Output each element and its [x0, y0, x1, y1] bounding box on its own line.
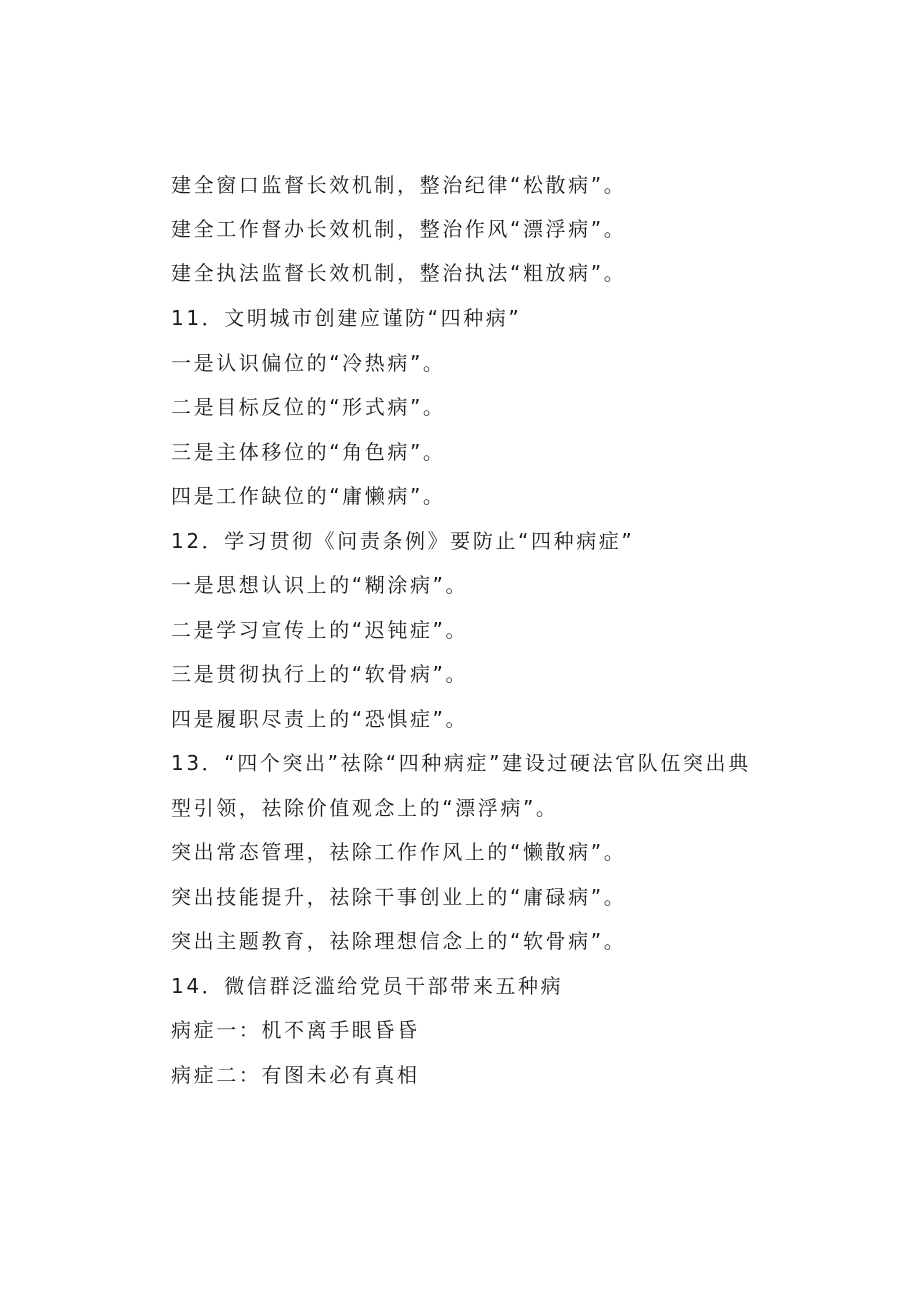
text-line: 二是目标反位的“形式病”。: [171, 395, 446, 419]
text-line: 一是认识偏位的“冷热病”。: [171, 351, 446, 375]
text-line: 突出主题教育，祛除理想信念上的“软骨病”。: [171, 929, 627, 953]
text-line: 三是贯彻执行上的“软骨病”。: [171, 662, 469, 686]
section-heading-12: 12．学习贯彻《问责条例》要防止“四种病症”: [171, 529, 635, 553]
text-line: 突出技能提升，祛除干事创业上的“庸碌病”。: [171, 885, 627, 909]
section-heading-13: 13．“四个突出”祛除“四种病症”建设过硬法官队伍突出典: [171, 751, 751, 775]
text-line: 四是工作缺位的“庸懒病”。: [171, 484, 446, 508]
section-heading-11: 11．文明城市创建应谨防“四种病”: [171, 306, 522, 330]
text-line: 建全工作督办长效机制，整治作风“漂浮病”。: [171, 217, 627, 241]
text-line: 一是思想认识上的“糊涂病”。: [171, 573, 469, 597]
text-line: 型引领，祛除价值观念上的“漂浮病”。: [171, 796, 559, 820]
text-line: 二是学习宣传上的“迟钝症”。: [171, 618, 469, 642]
text-line: 病症二：有图未必有真相: [171, 1063, 420, 1087]
text-line: 建全窗口监督长效机制，整治纪律“松散病”。: [171, 173, 627, 197]
text-line: 三是主体移位的“角色病”。: [171, 440, 446, 464]
text-line: 四是履职尽责上的“恐惧症”。: [171, 707, 469, 731]
text-line: 突出常态管理，祛除工作作风上的“懒散病”。: [171, 840, 627, 864]
section-heading-14: 14．微信群泛滥给党员干部带来五种病: [171, 974, 564, 998]
text-line: 建全执法监督长效机制，整治执法“粗放病”。: [171, 261, 627, 285]
text-line: 病症一：机不离手眼昏昏: [171, 1018, 420, 1042]
